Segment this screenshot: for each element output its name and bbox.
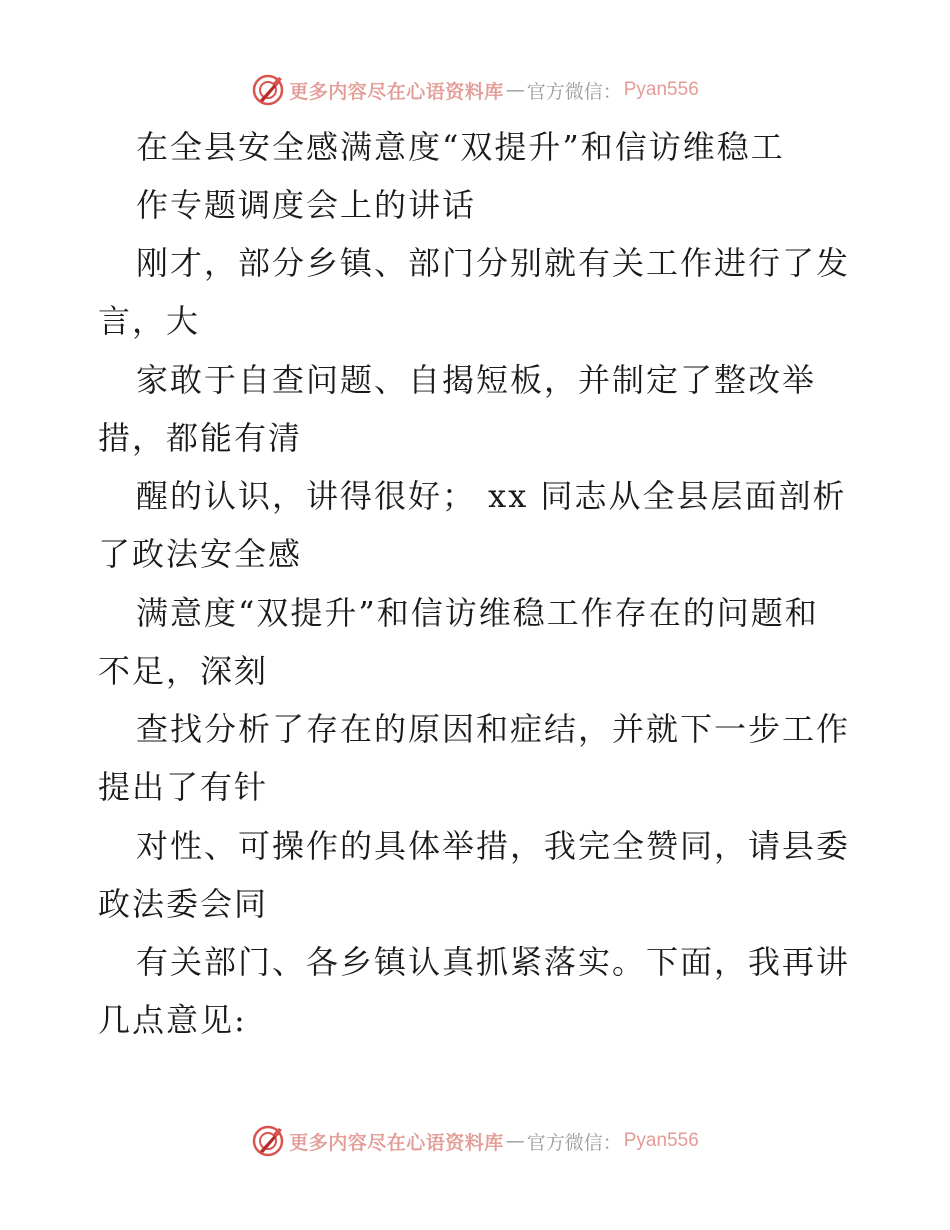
paragraph-line: 言，大 xyxy=(98,302,201,340)
quill-pen-logo-icon xyxy=(251,1124,285,1158)
watermark-main-text: 更多内容尽在心语资料库 xyxy=(289,80,504,103)
paragraph-line: 不足，深刻 xyxy=(98,652,269,690)
paragraph-line: 政法委会同 xyxy=(98,885,269,923)
watermark-wechat-id: Pyan556 xyxy=(623,1130,699,1151)
document-title-line-2: 作专题调度会上的讲话 xyxy=(136,186,477,224)
footer-watermark xyxy=(0,1121,950,1161)
paragraph-line: 对性、可操作的具体举措，我完全赞同，请县委 xyxy=(136,827,851,865)
watermark-official-label: 官方微信： xyxy=(526,1131,622,1154)
paragraph-line: 几点意见: xyxy=(98,1001,247,1039)
watermark-dash: — xyxy=(505,79,525,101)
watermark-official-label: 官方微信： xyxy=(526,80,622,103)
paragraph-line: 刚才，部分乡镇、部门分别就有关工作进行了发 xyxy=(136,244,851,282)
quill-pen-logo-icon xyxy=(251,73,285,107)
paragraph-line: 查找分析了存在的原因和症结，并就下一步工作 xyxy=(136,710,851,748)
watermark-main-text: 更多内容尽在心语资料库 xyxy=(289,1131,504,1154)
paragraph-line: 醒的认识，讲得很好； xx 同志从全县层面剖析 xyxy=(136,477,847,515)
paragraph-line: 家敢于自查问题、自揭短板，并制定了整改举 xyxy=(136,361,817,399)
paragraph-line: 措，都能有清 xyxy=(98,419,303,457)
paragraph-line: 满意度“双提升”和信访维稳工作存在的问题和 xyxy=(136,594,819,632)
document-title-line-1: 在全县安全感满意度“双提升”和信访维稳工 xyxy=(136,128,785,166)
paragraph-line: 提出了有针 xyxy=(98,768,269,806)
paragraph-line: 了政法安全感 xyxy=(98,535,303,573)
watermark-dash: — xyxy=(505,1130,525,1152)
header-watermark xyxy=(0,70,950,110)
watermark-wechat-id: Pyan556 xyxy=(623,79,699,100)
paragraph-line: 有关部门、各乡镇认真抓紧落实。下面，我再讲 xyxy=(136,943,851,981)
